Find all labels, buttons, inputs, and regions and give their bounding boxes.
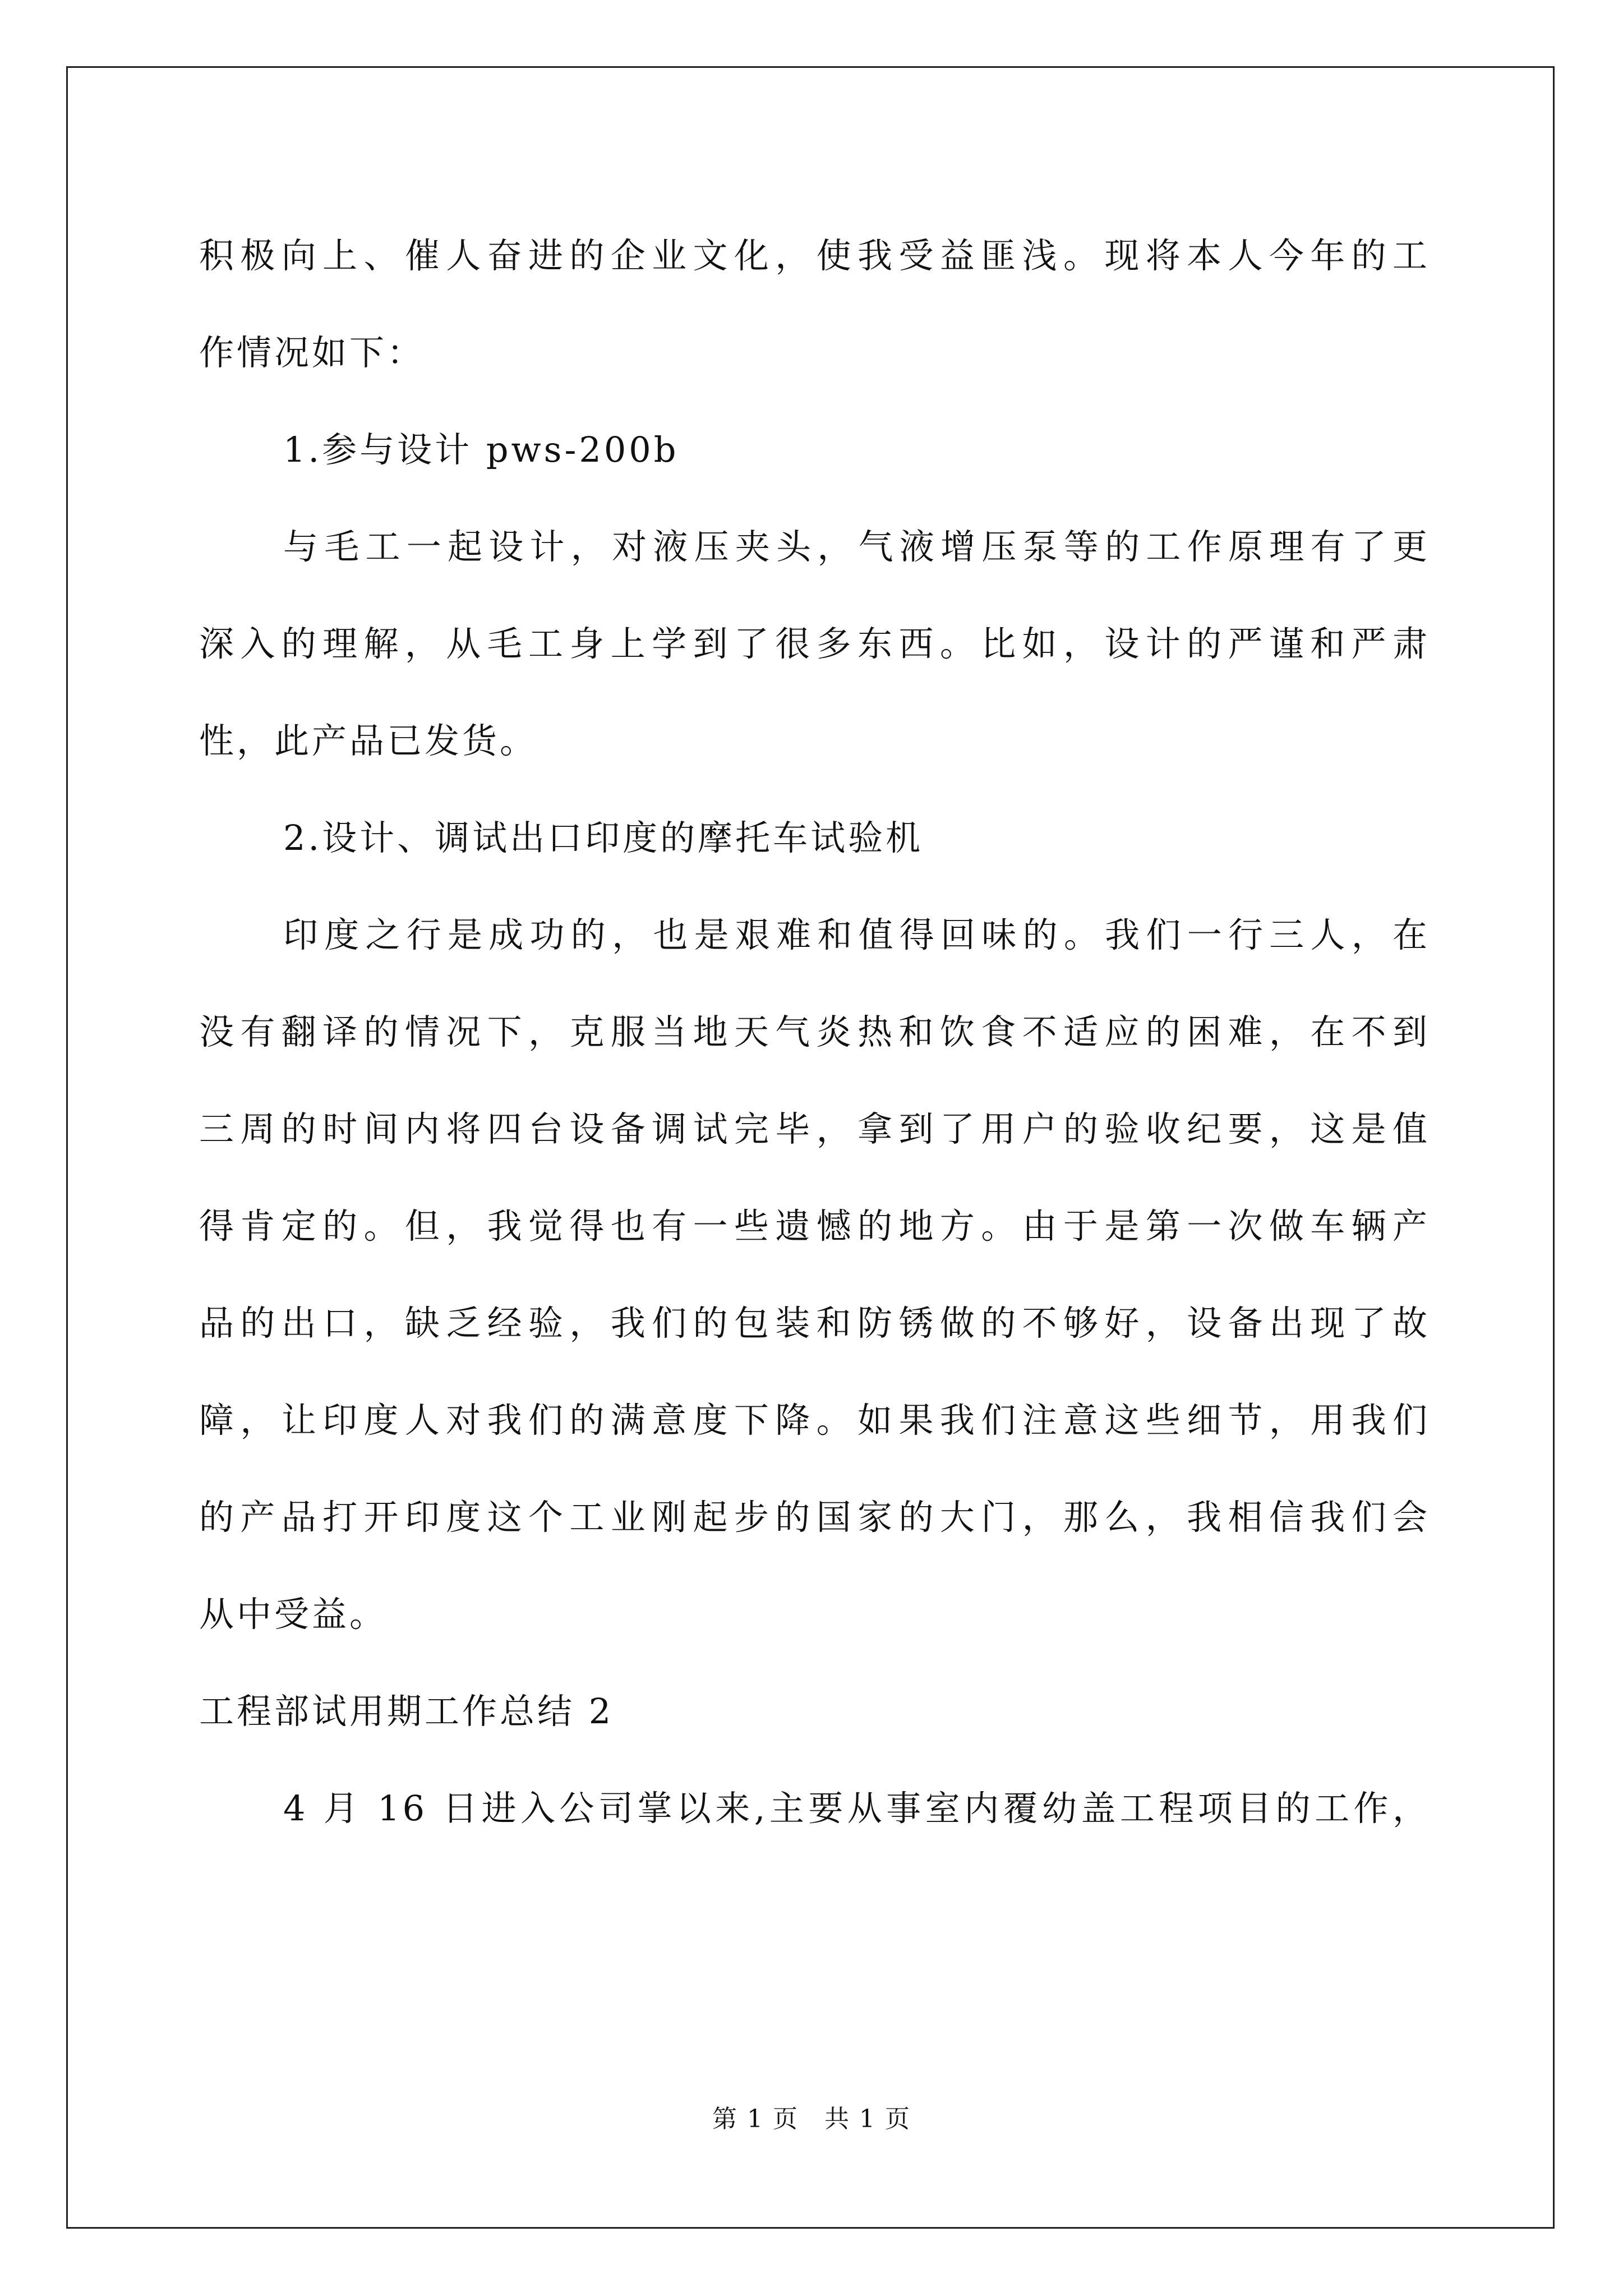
text-line: 4 月 16 日进入公司掌以来,主要从事室内覆幼盖工程项目的工作， [283,1788,1430,1829]
text-line: 积极向上、催人奋进的企业文化，使我受益匪浅。现将本人今年的工 [199,235,1430,276]
text-line: 得肯定的。但，我觉得也有一些遗憾的地方。由于是第一次做车辆产 [199,1205,1430,1246]
text-line: 障，让印度人对我们的满意度下降。如果我们注意这些细节，用我们 [199,1400,1430,1441]
text-line: 与毛工一起设计，对液压夹头，气液增压泵等的工作原理有了更 [283,526,1430,567]
list-heading-1: 1.参与设计 pws-200b [283,429,679,470]
text-line: 的产品打开印度这个工业刚起步的国家的大门，那么，我相信我们会 [199,1497,1430,1538]
text-line: 深入的理解，从毛工身上学到了很多东西。比如，设计的严谨和严肃 [199,623,1430,664]
text-line: 印度之行是成功的，也是艰难和值得回味的。我们一行三人，在 [283,914,1430,955]
list-heading-2: 2.设计、调试出口印度的摩托车试验机 [283,817,924,858]
text-line: 三周的时间内将四台设备调试完毕，拿到了用户的验收纪要，这是值 [199,1108,1430,1149]
text-line: 性，此产品已发货。 [199,720,538,761]
text-line: 没有翻译的情况下，克服当地天气炎热和饮食不适应的困难，在不到 [199,1011,1430,1052]
text-line: 作情况如下： [199,332,425,373]
page-footer: 第 1 页 共 1 页 [712,2105,911,2133]
text-line: 从中受益。 [199,1594,388,1635]
text-line: 品的出口，缺乏经验，我们的包装和防锈做的不够好，设备出现了故 [199,1303,1430,1343]
section-heading: 工程部试用期工作总结 2 [199,1691,614,1732]
